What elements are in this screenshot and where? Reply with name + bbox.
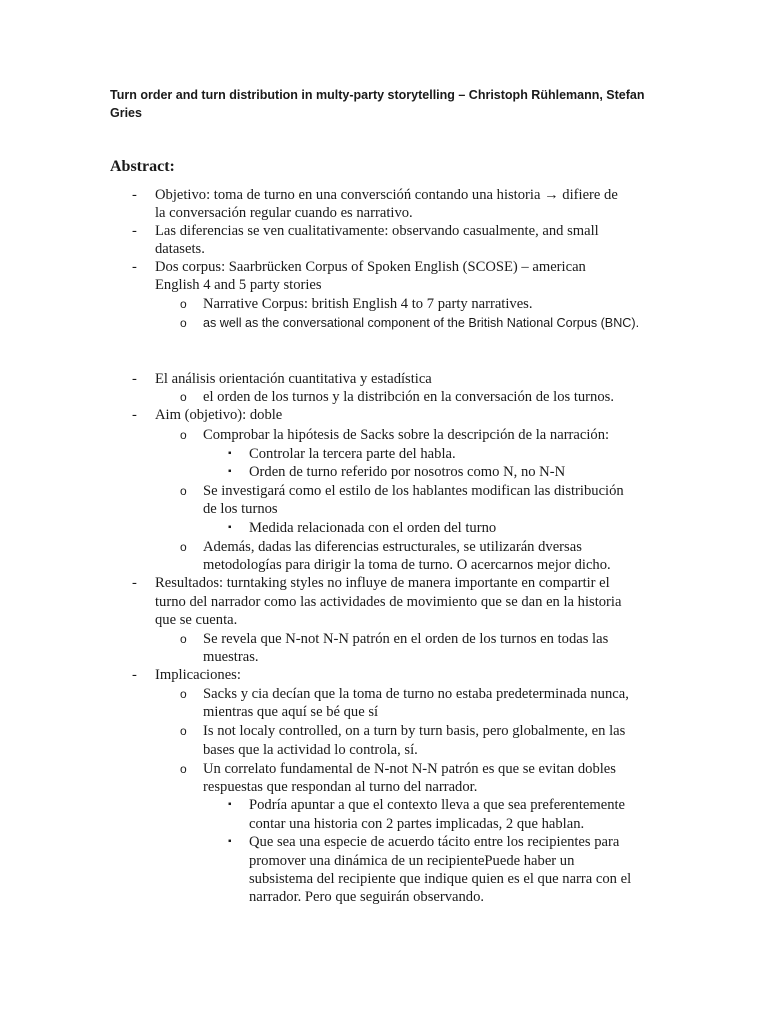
- square-marker: ▪: [228, 522, 232, 533]
- text-line: Sacks y cia decían que la toma de turno no estaba predeterminada nunca,: [203, 686, 629, 702]
- text-line: respuestas que respondan al turno del narrador.: [203, 779, 478, 795]
- circle-marker: o: [180, 632, 187, 646]
- text-line: que se cuenta.: [155, 612, 238, 628]
- text-line: datasets.: [155, 241, 205, 257]
- text-line: as well as the conversational component of the British National Corpus (BNC).: [203, 316, 640, 330]
- circle-marker: o: [180, 687, 187, 701]
- dash-marker: -: [132, 187, 137, 203]
- text-line: narrador. Pero que seguirán observando.: [249, 889, 485, 905]
- square-marker: ▪: [228, 799, 232, 810]
- dash-marker: -: [132, 575, 137, 591]
- text-line: promover una dinámica de un recipientePuede haber un: [249, 853, 575, 869]
- text-line: Las diferencias se ven cualitativamente: observando casualmente, and small: [155, 223, 599, 239]
- text-line: bases que la actividad lo controla, sí.: [203, 742, 418, 758]
- text-line: Narrative Corpus: british English 4 to 7 party narratives.: [203, 296, 533, 312]
- square-marker: ▪: [228, 466, 232, 477]
- text-line: de los turnos: [203, 501, 278, 517]
- text-line: la conversación regular cuando es narrativo.: [155, 205, 413, 221]
- circle-marker: o: [180, 540, 187, 554]
- dash-marker: -: [132, 223, 137, 239]
- square-marker: ▪: [228, 448, 232, 459]
- circle-marker: o: [180, 724, 187, 738]
- square-marker: ▪: [228, 836, 232, 847]
- text-line: Aim (objetivo): doble: [155, 407, 283, 423]
- circle-marker: o: [180, 484, 187, 498]
- text-line: Se revela que N-not N-N patrón en el orden de los turnos en todas las: [203, 631, 609, 647]
- text-line: Controlar la tercera parte del habla.: [249, 446, 456, 462]
- text-line: muestras.: [203, 649, 259, 665]
- text-line: El análisis orientación cuantitativa y estadística: [155, 371, 432, 387]
- text-line: metodologías para dirigir la toma de turno. O acercarnos mejor dicho.: [203, 557, 611, 573]
- text-line: Se investigará como el estilo de los hablantes modifican las distribución: [203, 483, 624, 499]
- circle-marker: o: [180, 297, 187, 311]
- dash-marker: -: [132, 259, 137, 275]
- abstract-heading: Abstract:: [110, 158, 175, 175]
- circle-marker: o: [180, 316, 187, 330]
- text-line: turno del narrador como las actividades de movimiento que se dan en la historia: [155, 594, 622, 610]
- circle-marker: o: [180, 390, 187, 404]
- text-line: mientras que aquí se bé que sí: [203, 704, 379, 720]
- text-line: Orden de turno referido por nosotros como N, no N-N: [249, 464, 566, 480]
- text-line: Resultados: turntaking styles no influye de manera importante en compartir el: [155, 575, 610, 591]
- text-line: Que sea una especie de acuerdo tácito entre los recipientes para: [249, 834, 620, 850]
- text-line: Objetivo: toma de turno en una converscióń contando una historia → difiere de: [155, 187, 618, 203]
- text-line: Is not localy controlled, on a turn by turn basis, pero globalmente, en las: [203, 723, 626, 739]
- text-line: Implicaciones:: [155, 667, 241, 683]
- text-line: English 4 and 5 party stories: [155, 277, 322, 293]
- text-line: Comprobar la hipótesis de Sacks sobre la descripción de la narración:: [203, 427, 610, 443]
- dash-marker: -: [132, 407, 137, 423]
- text-line: Además, dadas las diferencias estructurales, se utilizarán dversas: [203, 539, 582, 555]
- text-line: subsistema del recipiente que indique quien es el que narra con el: [249, 871, 632, 887]
- circle-marker: o: [180, 762, 187, 776]
- text-line: Podría apuntar a que el contexto lleva a que sea preferentemente: [249, 797, 626, 813]
- circle-marker: o: [180, 428, 187, 442]
- dash-marker: -: [132, 667, 137, 683]
- text-line: Un correlato fundamental de N-not N-N patrón es que se evitan dobles: [203, 761, 616, 777]
- text-line: Dos corpus: Saarbrücken Corpus of Spoken English (SCOSE) – american: [155, 259, 586, 275]
- dash-marker: -: [132, 371, 137, 387]
- text-line: contar una historia con 2 partes implicadas, 2 que hablan.: [249, 816, 585, 832]
- text-line: el orden de los turnos y la distribción en la conversación de los turnos.: [203, 389, 614, 405]
- document-title: Turn order and turn distribution in multy-party storytelling – Christoph Rühlemann, Stefan Gries: [110, 88, 645, 120]
- text-line: Medida relacionada con el orden del turno: [249, 520, 497, 536]
